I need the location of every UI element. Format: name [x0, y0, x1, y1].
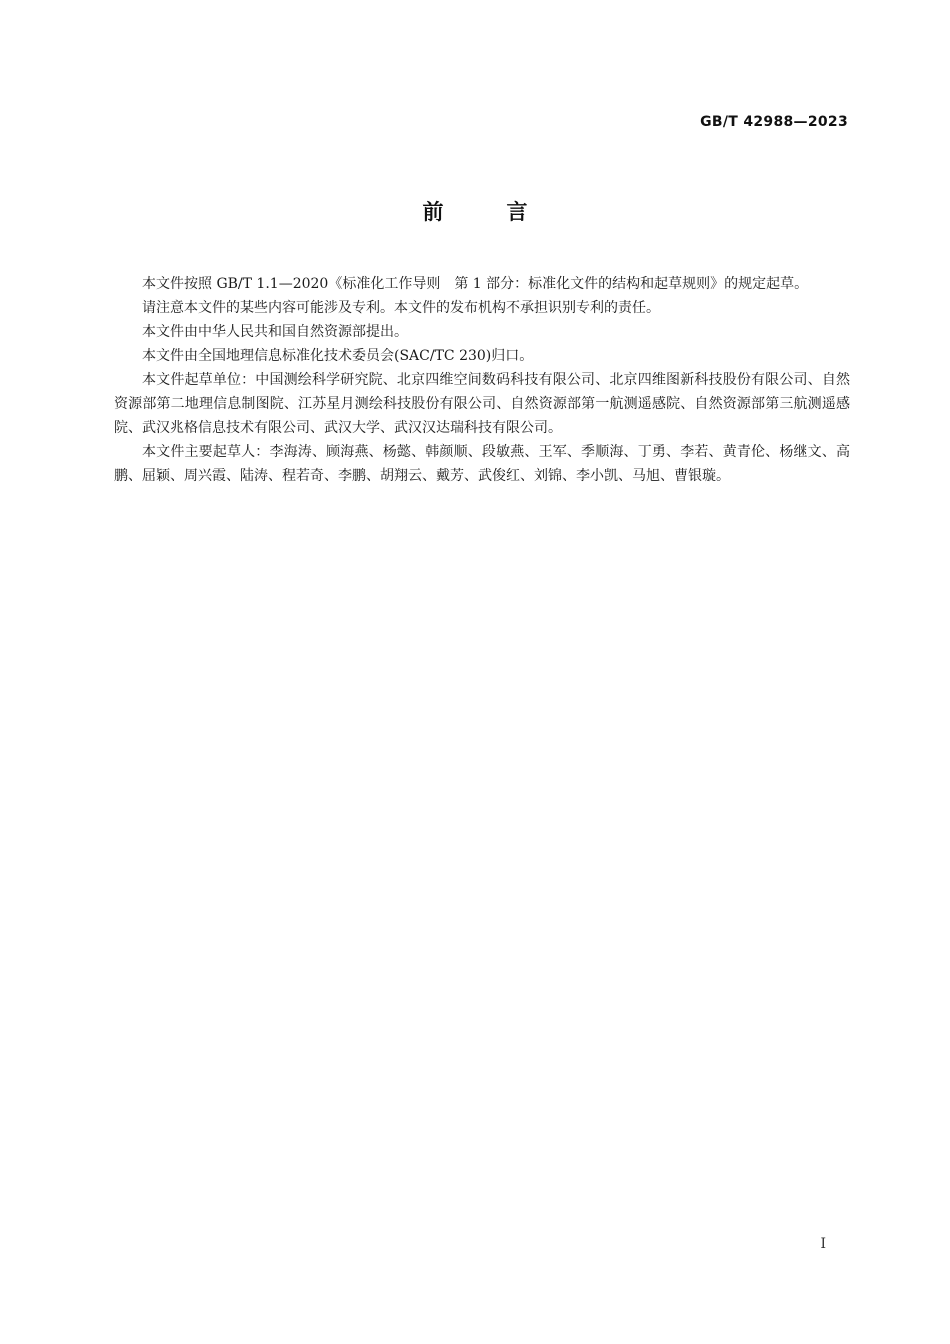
paragraph-proposed-by: 本文件由中华人民共和国自然资源部提出。: [142, 324, 408, 340]
page-number: I: [820, 1236, 826, 1252]
paragraph-drafting-rules: 本文件按照 GB/T 1.1—2020《标准化工作导则 第 1 部分：标准化文件的结构和起草规则》的规定起草。: [142, 276, 809, 292]
standard-number: GB/T 42988—2023: [700, 114, 848, 130]
foreword-body: [114, 272, 850, 488]
paragraph-patent-notice: 请注意本文件的某些内容可能涉及专利。本文件的发布机构不承担识别专利的责任。: [142, 300, 660, 316]
paragraph-under-jurisdiction: 本文件由全国地理信息标准化技术委员会(SAC/TC 230)归口。: [142, 348, 534, 364]
page-title: [0, 196, 950, 226]
paragraph-drafters: 本文件主要起草人：李海涛、顾海燕、杨懿、韩颜顺、段敏燕、王军、季顺海、丁勇、李若、黄青伦、杨继文、高鹏、屈颖、周兴霞、陆涛、程若奇、李鹏、胡翔云、戴芳、武俊红、刘锦、李小凯、马旭、曹银璇。: [114, 444, 850, 484]
page-title-char-2: 言: [506, 200, 528, 224]
page-title-char-1: 前: [422, 200, 444, 224]
paragraph-drafting-organizations: 本文件起草单位：中国测绘科学研究院、北京四维空间数码科技有限公司、北京四维图新科技股份有限公司、自然资源部第二地理信息制图院、江苏星月测绘科技股份有限公司、自然资源部第一航测遥感院、自然资源部第三航测遥感院、武汉兆格信息技术有限公司、武汉大学、武汉汉达瑞科技有限公司。: [114, 372, 850, 436]
